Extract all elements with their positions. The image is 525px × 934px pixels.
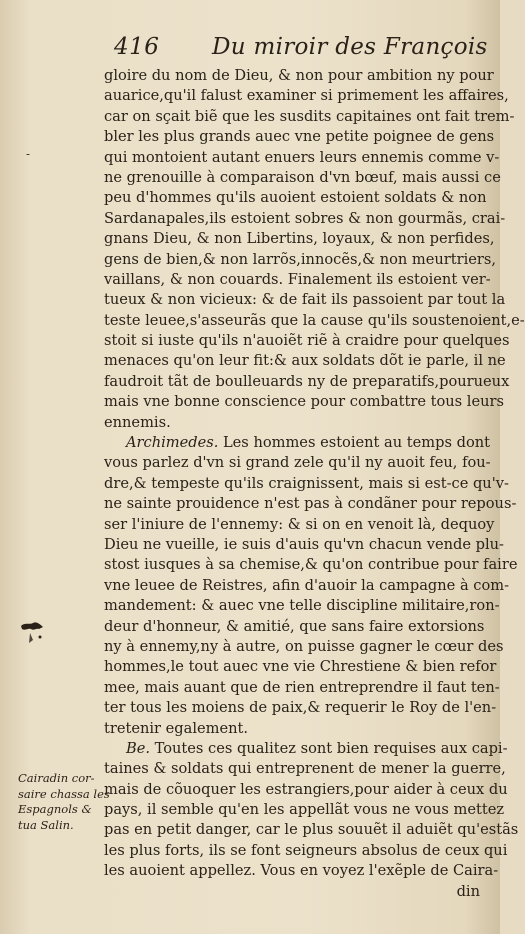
text-line: car on sçait biẽ que les susdits capitaines ont fait trem-: [104, 107, 515, 125]
margin-note-line: Cairadin cor-: [18, 771, 95, 785]
text-line: tueux & non vicieux: & de fait ils passoient par tout la: [104, 291, 506, 309]
text-line: bler les plus grands auec vne petite poignee de gens: [104, 128, 495, 146]
text-line: hommes,le tout auec vne vie Chrestiene & bien refor: [104, 658, 497, 676]
text-line: mandement: & auec vne telle discipline militaire,ron-: [104, 597, 500, 615]
text-line: gens de bien,& non larrõs,innocẽs,& non meurtriers,: [104, 250, 497, 268]
text-line: ny à ennemy,ny à autre, on puisse gagner le cœur des: [104, 637, 504, 655]
text-line: dre,& tempeste qu'ils craignissent, mais si est-ce qu'v-: [104, 474, 509, 492]
text-line: vous parlez d'vn si grand zele qu'il ny auoit feu, fou-: [104, 454, 491, 472]
text-line: Les hommes estoient au temps dont: [222, 434, 490, 452]
page-number: 416: [114, 34, 160, 60]
text-line: mee, mais auant que de rien entreprendre il faut ten-: [104, 678, 500, 696]
text-line: les auoient appellez. Vous en voyez l'exẽple de Caira-: [104, 862, 499, 880]
text-line: les plus forts, ils se font seigneurs absolus de ceux qui: [104, 841, 508, 859]
text-line: ne grenouille à comparaison d'vn bœuf, mais aussi ce: [104, 168, 501, 186]
speaker-label: Be.: [126, 739, 150, 757]
text-line: gloire du nom de Dieu, & non pour ambition ny pour: [104, 67, 494, 84]
text-line: din: [456, 882, 480, 900]
text-line: auarice,qu'il falust examiner si primement les affaires,: [104, 87, 509, 105]
text-line: qui montoient autant enuers leurs ennemis comme v-: [104, 148, 500, 166]
margin-note-line: tua Salin.: [18, 817, 74, 832]
text-line: vaillans, & non couards. Finalement ils estoient ver-: [104, 270, 491, 288]
text-line: pays, il semble qu'en les appellãt vous ne vous mettez: [104, 801, 505, 819]
text-line: Sardanapales,ils estoient sobres & non gourmãs, crai-: [104, 209, 506, 227]
text-line: faudroit tãt de boulleuards ny de preparatifs,pourueux: [104, 372, 510, 390]
text-line: vne leuee de Reistres, afin d'auoir la campagne à com-: [104, 576, 510, 594]
text-line: taines & soldats qui entreprenent de mener la guerre,: [104, 760, 506, 778]
text-line: pas en petit danger, car le plus souuẽt il aduiẽt qu'estãs: [104, 821, 519, 839]
text-line: stost iusques à sa chemise,& qu'on contribue pour faire: [104, 556, 518, 574]
text-line: ter tous les moiens de paix,& requerir le Roy de l'en-: [104, 699, 497, 717]
text-line: Dieu ne vueille, ie suis d'auis qu'vn chacun vende plu-: [104, 535, 504, 553]
running-title: Du miroir des François: [212, 34, 488, 60]
margin-note-line: saire chassa les: [18, 786, 110, 801]
speaker-paragraph: [104, 433, 490, 453]
margin-dash-mark: -: [26, 147, 31, 161]
speaker-paragraph: [104, 739, 508, 759]
text-line: tretenir egalement.: [104, 719, 249, 737]
text-line: peu d'hommes qu'ils auoient estoient soldats & non: [104, 189, 487, 207]
speaker-label: Archimedes.: [126, 434, 219, 452]
page-header: [0, 34, 500, 66]
text-line: mais de cõuoquer les estrangiers,pour aider à ceux du: [104, 780, 508, 798]
margin-note: [18, 771, 110, 833]
text-line: stoit si iuste qu'ils n'auoiẽt riẽ à craidre pour quelques: [104, 332, 510, 350]
text-line: menaces qu'on leur fit:& aux soldats dõt ie parle, il ne: [104, 352, 506, 370]
text-line: deur d'honneur, & amitié, que sans faire extorsions: [104, 617, 485, 635]
text-line: mais vne bonne conscience pour combattre tous leurs: [104, 393, 504, 411]
ink-blot-ornament: [18, 616, 46, 646]
text-line: gnans Dieu, & non Libertins, loyaux, & non perfides,: [104, 230, 495, 248]
text-line: ser l'iniure de l'ennemy: & si on en venoit là, dequoy: [104, 515, 495, 533]
text-line: ne sainte prouidence n'est pas à condãner pour repous-: [104, 495, 517, 513]
text-line: ennemis.: [104, 413, 171, 431]
margin-note-line: Espagnols &: [18, 802, 92, 817]
text-line: teste leuee,s'asseurãs que la cause qu'ils soustenoient,e-: [104, 311, 525, 329]
body-text: [104, 66, 525, 902]
text-line: Toutes ces qualitez sont bien requises aux capi-: [154, 739, 508, 757]
